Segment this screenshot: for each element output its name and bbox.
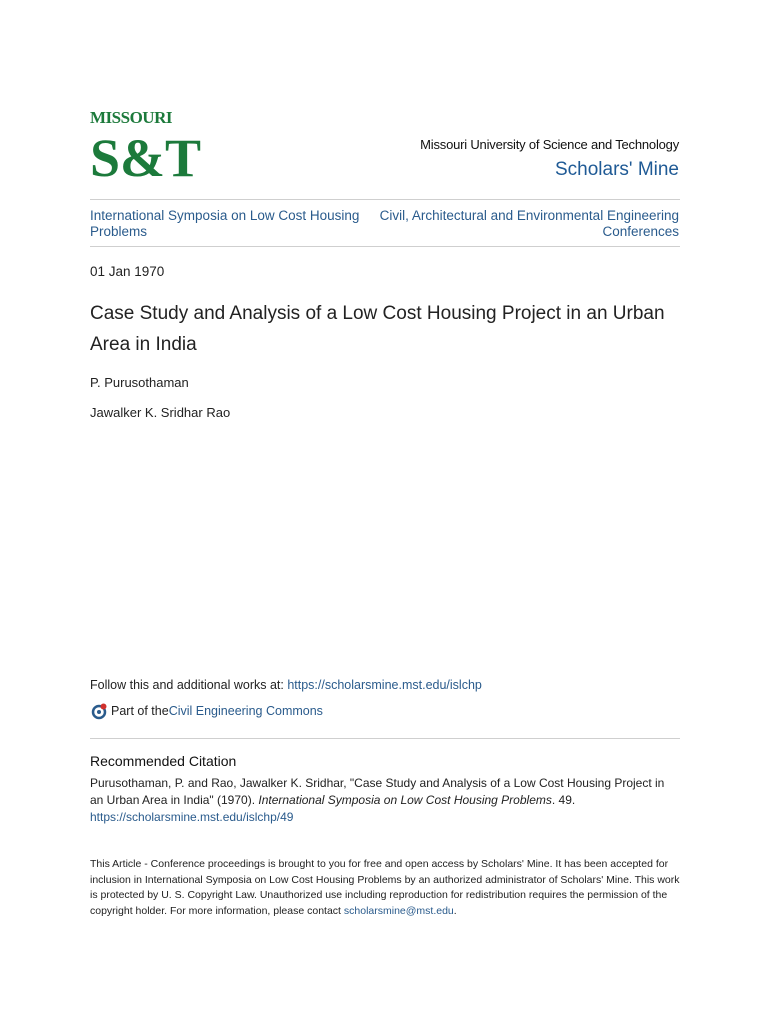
part-of-prefix: Part of the <box>111 704 169 718</box>
commons-link[interactable]: Civil Engineering Commons <box>168 704 323 718</box>
collection-link-symposia[interactable]: International Symposia on Low Cost Housing Problems <box>90 208 360 239</box>
missouri-st-logo <box>90 108 202 188</box>
follow-line <box>90 678 482 692</box>
notice-end: . <box>453 904 457 917</box>
repository-name[interactable]: Scholars' Mine <box>554 159 679 180</box>
part-of-line <box>90 702 323 720</box>
citation-heading: Recommended Citation <box>90 753 237 769</box>
follow-prefix: Follow this and additional works at: <box>90 678 288 692</box>
divider-collections <box>90 246 680 247</box>
citation-text: Purusothaman, P. and Rao, Jawalker K. Sridhar, "Case Study and Analysis of a Low Cost Housing Project in an Urban Area in India" (1970). <box>90 776 665 807</box>
article-title: Case Study and Analysis of a Low Cost Housing Project in an Urban Area in India <box>90 303 665 355</box>
network-commons-icon <box>90 702 108 720</box>
collection-link-conferences[interactable]: Civil, Architectural and Environmental Engineering Conferences <box>379 208 679 239</box>
publication-date: 01 Jan 1970 <box>90 264 165 279</box>
logo-monogram: S&T <box>90 128 202 188</box>
logo-wordmark: MISSOURI <box>90 108 172 127</box>
citation-suffix: . 49. <box>551 793 576 807</box>
divider-top <box>90 199 680 200</box>
divider-citation <box>90 738 680 739</box>
recommended-citation <box>90 775 680 826</box>
follow-link[interactable]: https://scholarsmine.mst.edu/islchp <box>287 678 482 692</box>
notice-text: This Article - Conference proceedings is brought to you for free and open access by Scholars' Mine. It has been accepted for inclusion in International Symposia on Low Cost Housing Problems by an authorized administrator of Scholars' Mine. This work is protected by U. S. Copyright Law. Unauthorized use including reproduction for redistribution requires the permission of the copyright holder. For more information, please contact <box>90 858 680 917</box>
st-monogram-icon <box>90 128 202 188</box>
citation-journal: International Symposia on Low Cost Housing Problems <box>258 793 552 807</box>
contact-email-link[interactable]: scholarsmine@mst.edu <box>343 904 454 917</box>
author-name: P. Purusothaman <box>90 375 189 390</box>
citation-link[interactable]: https://scholarsmine.mst.edu/islchp/49 <box>90 810 294 824</box>
university-name: Missouri University of Science and Technology <box>420 137 679 152</box>
access-notice <box>90 857 680 919</box>
author-name: Jawalker K. Sridhar Rao <box>90 405 231 420</box>
